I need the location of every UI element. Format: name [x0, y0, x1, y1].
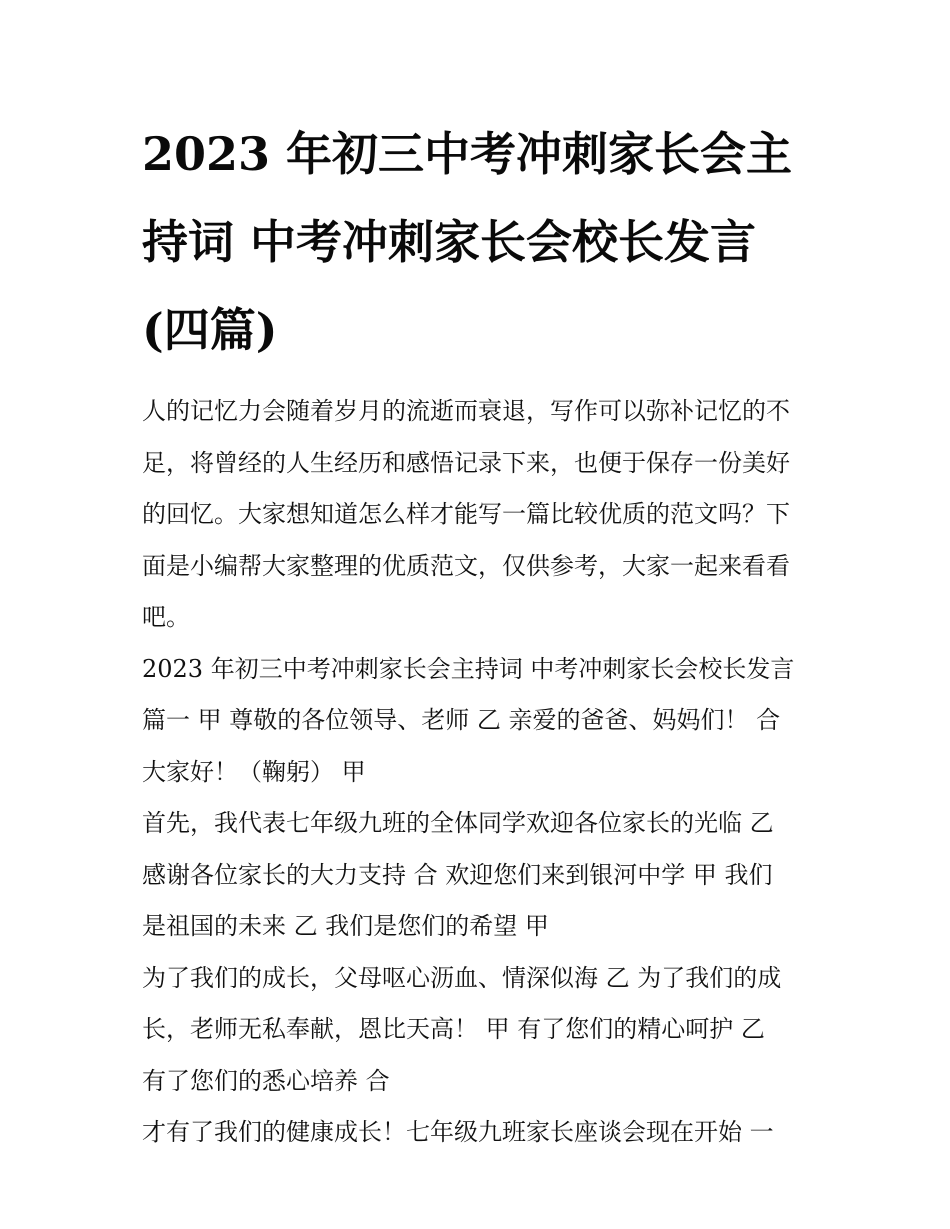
text-line: 长，老师无私奉献，恩比天高！ 甲 有了您们的精心呵护 乙 [142, 1015, 765, 1043]
text-line: 有了您们的悉心培养 合 [142, 1066, 390, 1095]
title-line: 持词 中考冲刺家长会校长发言 [142, 215, 757, 269]
text-line: 大家好！（鞠躬） 甲 [142, 757, 366, 786]
text-line: 为了我们的成长，父母呕心沥血、情深似海 乙 为了我们的成 [142, 963, 782, 992]
title-line: 2023 年初三中考冲刺家长会主 [142, 127, 793, 181]
text-line: 2023 年初三中考冲刺家长会主持词 中考冲刺家长会校长发言 [142, 654, 795, 683]
text-line: 面是小编帮大家整理的优质范文，仅供参考，大家一起来看看 [142, 551, 790, 580]
text-line: 的回忆。大家想知道怎么样才能写一篇比较优质的范文吗？下 [142, 500, 790, 528]
text-line: 才有了我们的健康成长！七年级九班家长座谈会现在开始 一 [142, 1118, 774, 1146]
text-line: 足，将曾经的人生经历和感悟记录下来，也便于保存一份美好 [142, 448, 790, 477]
document-page [142, 110, 812, 1159]
text-line: 篇一 甲 尊敬的各位领导、老师 乙 亲爱的爸爸、妈妈们！ 合 [142, 706, 781, 734]
text-line: 首先，我代表七年级九班的全体同学欢迎各位家长的光临 乙 [142, 809, 774, 837]
document-body [142, 386, 812, 1159]
title-line: (四篇) [142, 303, 278, 357]
text-line: 感谢各位家长的大力支持 合 欢迎您们来到银河中学 甲 我们 [142, 860, 773, 889]
document-title [142, 110, 812, 374]
text-line: 吧。 [142, 603, 190, 631]
text-line: 人的记忆力会随着岁月的流逝而衰退，写作可以弥补记忆的不 [142, 397, 790, 425]
text-line: 是祖国的未来 乙 我们是您们的希望 甲 [142, 912, 549, 940]
